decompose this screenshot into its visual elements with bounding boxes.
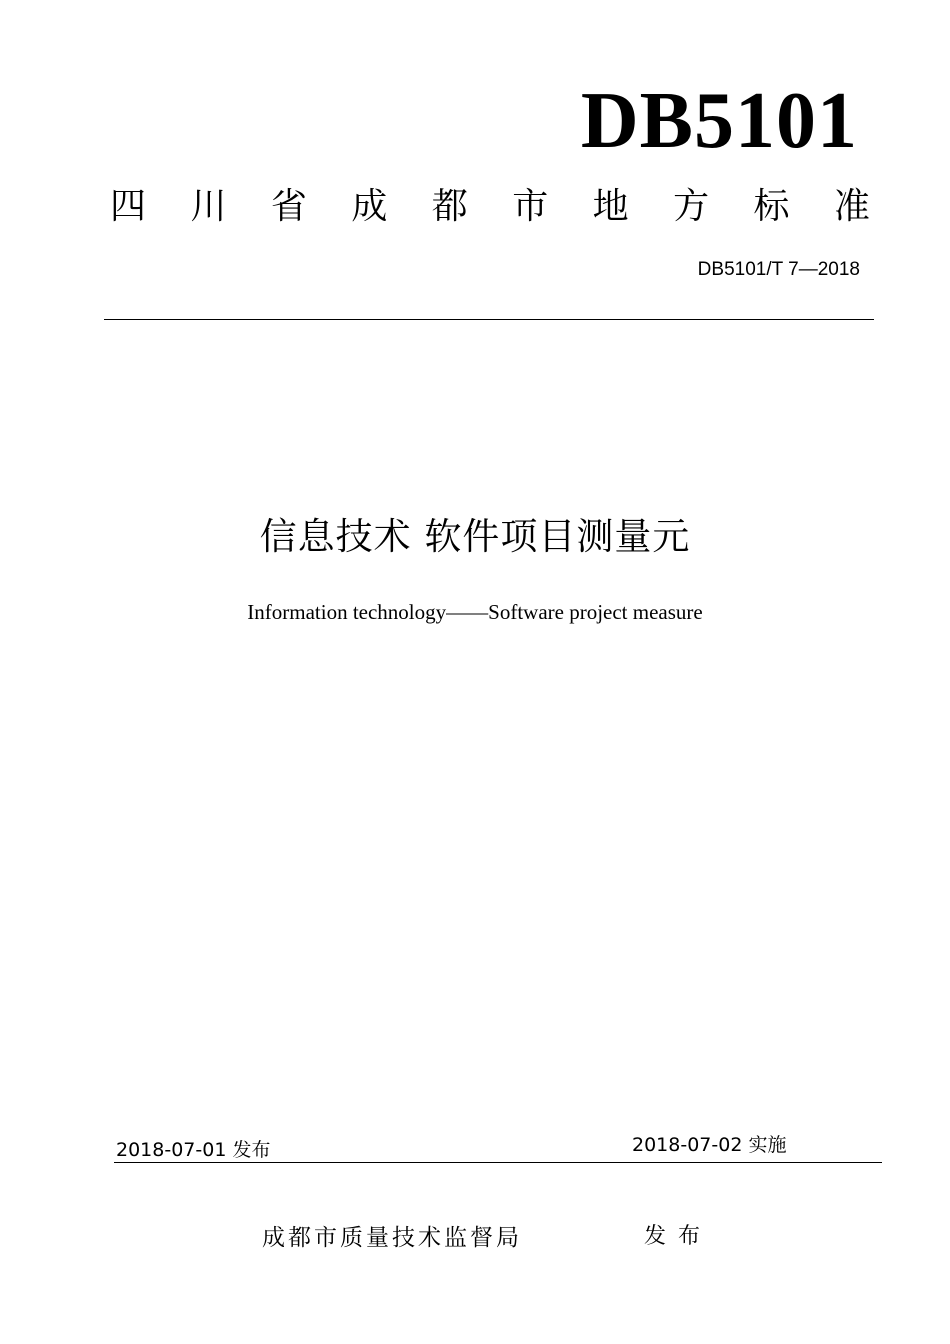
issuing-authority: 成都市质量技术监督局 xyxy=(262,1225,522,1251)
standard-type-char: 都 xyxy=(431,186,468,227)
standard-type-char: 标 xyxy=(753,186,790,227)
standard-type-char: 成 xyxy=(351,186,388,227)
standard-code: DB5101 xyxy=(580,77,858,165)
standard-type-char: 省 xyxy=(270,186,307,227)
header-divider xyxy=(104,319,874,320)
standard-number: DB5101/T 7—2018 xyxy=(697,259,860,280)
standard-type-title xyxy=(110,184,870,230)
document-title-english: Information technology——Software project measure xyxy=(247,600,703,624)
issue-label: 发布 xyxy=(644,1224,713,1249)
issue-date: 2018-07-01 发布 xyxy=(116,1139,271,1161)
document-title-chinese: 信息技术 软件项目测量元 xyxy=(259,515,691,558)
standard-type-char: 地 xyxy=(592,186,629,227)
standard-type-char: 准 xyxy=(833,186,870,227)
standard-type-char: 四 xyxy=(110,186,147,227)
footer-divider xyxy=(114,1162,882,1163)
standard-type-char: 川 xyxy=(190,186,227,227)
implementation-date: 2018-07-02 实施 xyxy=(632,1134,787,1156)
standard-type-char: 市 xyxy=(512,186,549,227)
standard-type-char: 方 xyxy=(673,186,710,227)
